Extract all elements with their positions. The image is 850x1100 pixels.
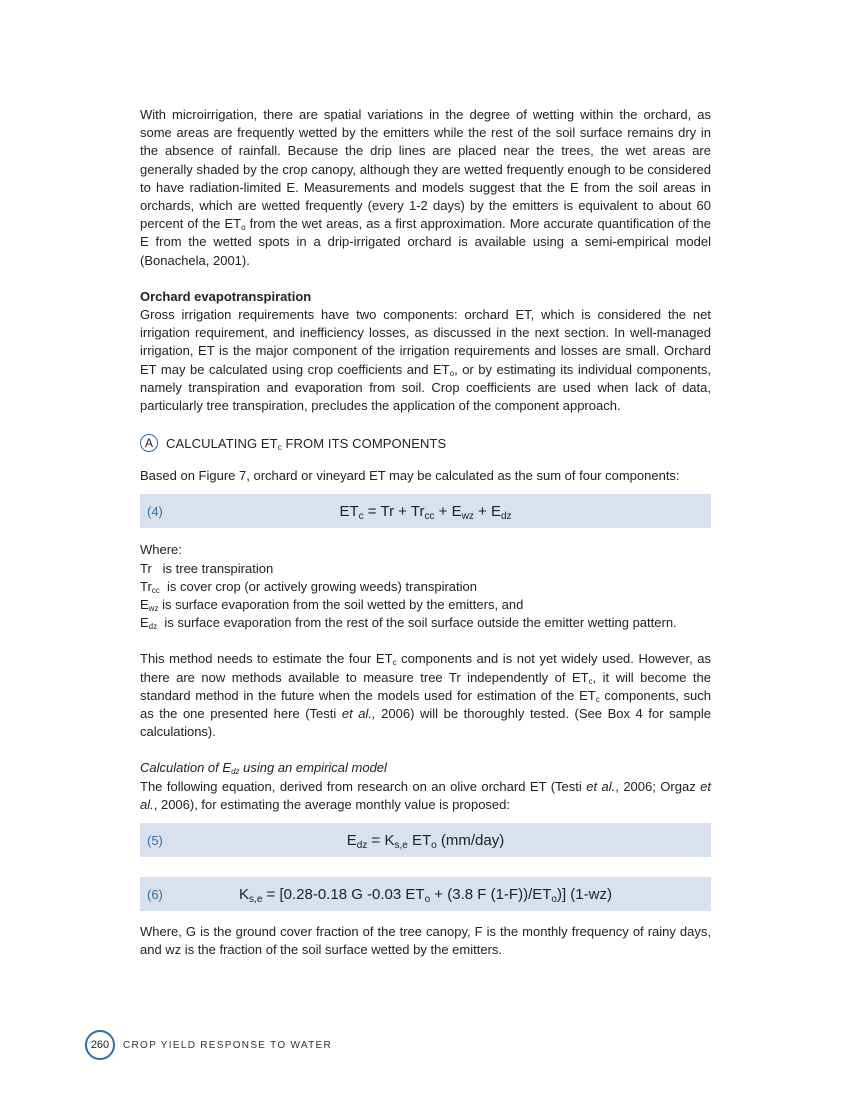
- equation-number: (5): [147, 832, 163, 848]
- equation-5: $E_{dz} = K_{s,e}$ $ET_o$ (mm/day): [346, 831, 505, 851]
- equation-6-box: [140, 877, 711, 911]
- section-a-heading: A CALCULATING $ET_c$ FROM ITS COMPONENTS: [140, 432, 711, 454]
- equation-4: $ET_c = Tr + Tr_{cc} + E_{wz} + E_{dz}$: [339, 502, 512, 522]
- heading-calculation-edz: Calculation of $E_{dz}$ using an empirical model: [140, 760, 387, 777]
- paragraph-gross-irrigation: Gross irrigation requirements have two components: orchard ET, which is considered the net irrigation requirement, and inefficiency losses, as discussed in the next section. In well-managed irrigation, ET is the major component of the irrigation requirements and losses are small. Orchard ET may be calculated using crop coefficients and $ET_o$, or by estimating its individual components, namely transpiration and evaporation from soil. Crop coefficients are used when lack of data, particularly tree transpiration, precludes the application of the component approach.: [140, 307, 711, 414]
- book-title: CROP YIELD RESPONSE TO WATER: [123, 1039, 333, 1051]
- where-item: $E_{wz}$ is surface evaporation from the soil wetted by the emitters, and: [140, 597, 524, 614]
- equation-4-box: [140, 494, 711, 528]
- heading-orchard-et: Orchard evapotranspiration: [140, 288, 312, 304]
- paragraph-equation-intro: The following equation, derived from research on an olive orchard ET (Testi et al., 2006; Orgaz et al., 2006), for estimating the average monthly value is proposed:: [140, 778, 711, 812]
- equation-number: (4): [147, 503, 163, 519]
- paragraph-figure7: Based on Figure 7, orchard or vineyard ET may be calculated as the sum of four components:: [140, 468, 680, 484]
- where-item: $E_{dz}$ is surface evaporation from the rest of the soil surface outside the emitter wetting pattern.: [140, 615, 677, 632]
- paragraph-microirrigation: With microirrigation, there are spatial variations in the degree of wetting within the orchard, as some areas are frequently wetted by the emitters while the rest of the soil surface remains dry in the absence of rainfall. Because the drip lines are placed near the trees, the wet areas are generally shaded by the crop canopy, although they are wetted frequently enough to be considered to have radiation-limited E. Measurements and models suggest that the E from the soil areas in orchards, which are wetted frequently (every 1-2 days) by the emitters is equivalent to about 60 percent of the $ET_o$ from the wet areas, as a first approximation. More accurate quantification of the E from the wetted spots in a drip-irrigated orchard is available using a semi-empirical model (Bonachela, 2001).: [140, 107, 711, 268]
- where-item: $Tr_{cc}$ is cover crop (or actively growing weeds) transpiration: [140, 578, 477, 595]
- page-footer: [85, 1030, 332, 1060]
- where-list: [140, 541, 711, 632]
- page-number-badge: 260: [85, 1030, 115, 1060]
- section-letter-badge: A: [140, 434, 158, 452]
- equation-number: (6): [147, 886, 163, 902]
- where-label: Where:: [140, 542, 182, 558]
- where-item: Tr is tree transpiration: [140, 560, 274, 576]
- equation-6: $K_{s,e} = [0.28-0.18$ G -0.03 $ET_o + (3.8$ F $(1-F))/ET_o$)] (1-wz): [239, 885, 612, 905]
- paragraph-method: This method needs to estimate the four $ET_c$ components and is not yet widely used. However, as there are now methods available to measure tree Tr independently of $ET_c$, it will become the standard method in the future when the models used for estimation of the $ET_c$ components, such as the one presented here (Testi et al., 2006) will be thoroughly tested. (See Box 4 for sample calculations).: [140, 651, 712, 740]
- equation-5-box: [140, 823, 711, 857]
- page-content: [140, 106, 711, 960]
- paragraph-variables: Where, G is the ground cover fraction of the tree canopy, F is the monthly frequency of rainy days, and wz is the fraction of the soil surface wetted by the emitters.: [140, 924, 711, 958]
